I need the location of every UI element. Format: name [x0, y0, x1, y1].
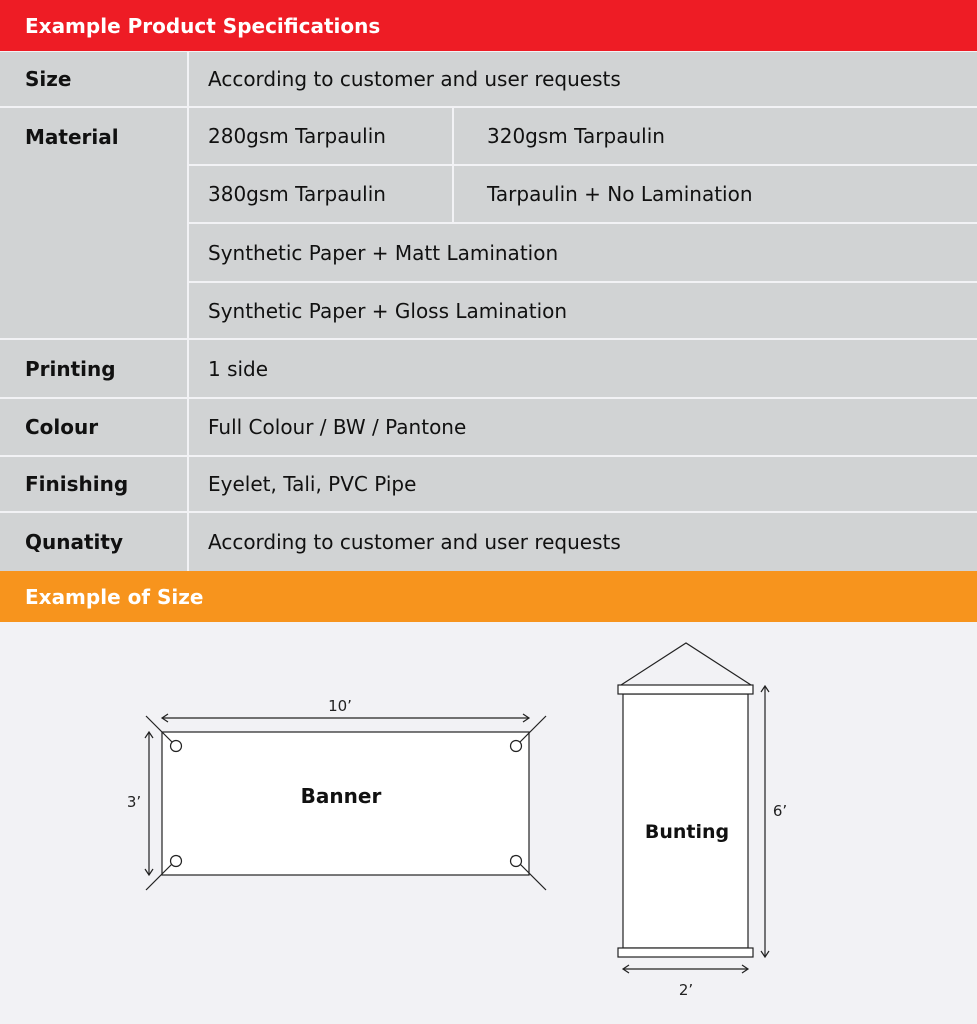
material-option: Synthetic Paper + Matt Lamination — [189, 224, 977, 281]
banner-height-label: 3’ — [126, 793, 142, 811]
bunting-height-label: 6’ — [772, 802, 788, 820]
printing-label: Printing — [0, 340, 187, 397]
bunting-width-label: 2’ — [678, 981, 694, 999]
eyelet-icon — [171, 741, 182, 752]
size-value: According to customer and user requests — [189, 52, 977, 106]
material-label: Material — [0, 108, 187, 338]
colour-value: Full Colour / BW / Pantone — [189, 399, 977, 455]
material-option: Tarpaulin + No Lamination — [454, 166, 977, 222]
eyelet-icon — [171, 856, 182, 867]
printing-value: 1 side — [189, 340, 977, 397]
bunting-bottom-rod — [618, 948, 753, 957]
colour-label: Colour — [0, 399, 187, 455]
quantity-value: According to customer and user requests — [189, 513, 977, 571]
finishing-value: Eyelet, Tali, PVC Pipe — [189, 457, 977, 511]
bunting-illustration — [618, 643, 769, 973]
banner-name: Banner — [300, 784, 382, 808]
eyelet-icon — [511, 741, 522, 752]
material-option: 320gsm Tarpaulin — [454, 108, 977, 164]
spec-section-title: Example Product Specifications — [0, 0, 977, 51]
finishing-label: Finishing — [0, 457, 187, 511]
banner-width-label: 10’ — [328, 697, 352, 715]
size-diagram — [0, 622, 977, 1024]
size-label: Size — [0, 52, 187, 106]
bunting-hanger-string — [621, 643, 751, 685]
quantity-label: Qunatity — [0, 513, 187, 571]
bunting-name: Bunting — [644, 821, 730, 843]
material-option: 280gsm Tarpaulin — [189, 108, 452, 164]
size-section-title: Example of Size — [0, 571, 977, 622]
eyelet-icon — [511, 856, 522, 867]
material-option: Synthetic Paper + Gloss Lamination — [189, 283, 977, 338]
bunting-top-rod — [618, 685, 753, 694]
material-option: 380gsm Tarpaulin — [189, 166, 452, 222]
